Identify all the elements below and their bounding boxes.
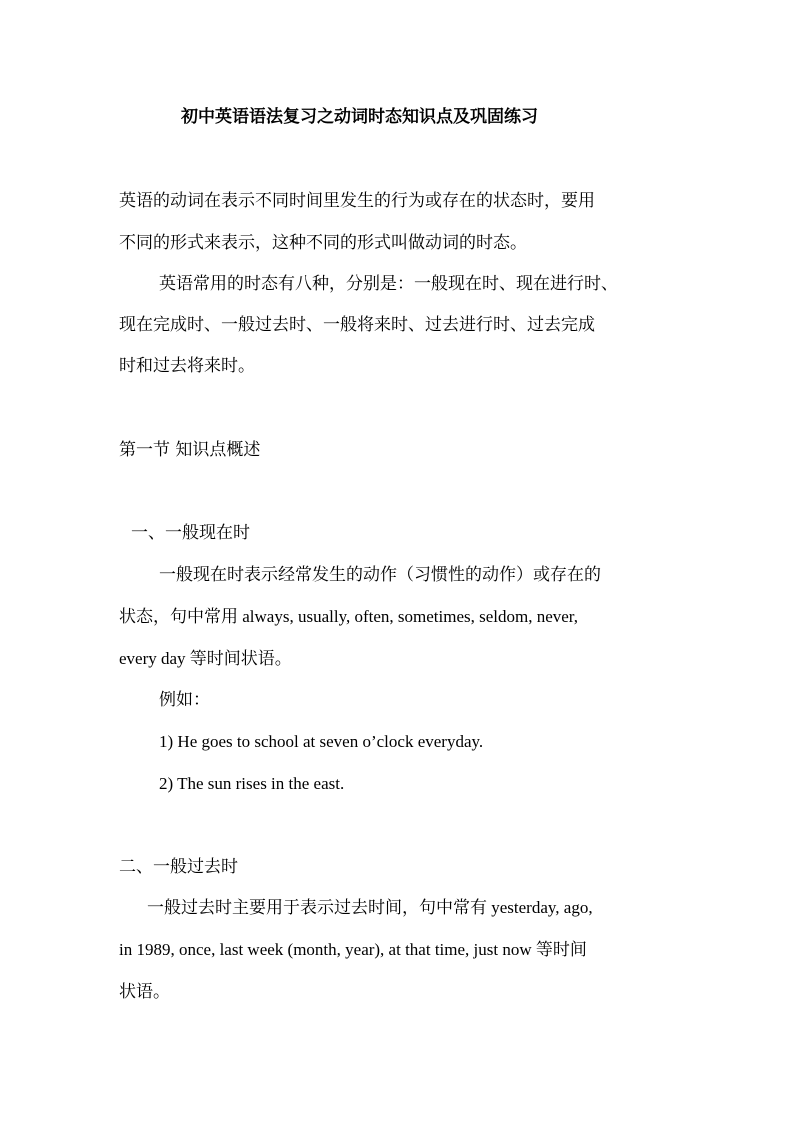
past-simple-heading: 二、一般过去时 (119, 857, 238, 877)
past-simple-line-1: 一般过去时主要用于表示过去时间，句中常有 yesterday, ago, (147, 898, 593, 917)
document-title: 初中英语语法复习之动词时态知识点及巩固练习 (181, 107, 538, 127)
example-sentence-2: 2) The sun rises in the east. (159, 774, 345, 793)
intro-line-5: 时和过去将来时。 (119, 356, 255, 376)
present-simple-line-2: 状态，句中常用 always, usually, often, sometimes, seldom, never, (119, 607, 579, 626)
example-label: 例如： (159, 690, 210, 710)
example-sentence-1: 1) He goes to school at seven o’clock everyday. (159, 732, 484, 751)
intro-line-4: 现在完成时、一般过去时、一般将来时、过去进行时、过去完成 (119, 315, 595, 335)
intro-line-2: 不同的形式来表示，这种不同的形式叫做动词的时态。 (119, 233, 527, 253)
section-heading: 第一节 知识点概述 (119, 440, 261, 460)
present-simple-heading: 一、一般现在时 (131, 523, 250, 543)
present-simple-line-1: 一般现在时表示经常发生的动作（习惯性的动作）或存在的 (159, 565, 601, 585)
present-simple-line-3: every day 等时间状语。 (119, 649, 292, 668)
intro-line-3: 英语常用的时态有八种，分别是：一般现在时、现在进行时、 (159, 274, 618, 294)
intro-line-1: 英语的动词在表示不同时间里发生的行为或存在的状态时，要用 (119, 191, 595, 211)
past-simple-line-2: in 1989, once, last week (month, year), at that time, just now 等时间 (119, 940, 587, 959)
past-simple-line-3: 状语。 (119, 982, 170, 1002)
